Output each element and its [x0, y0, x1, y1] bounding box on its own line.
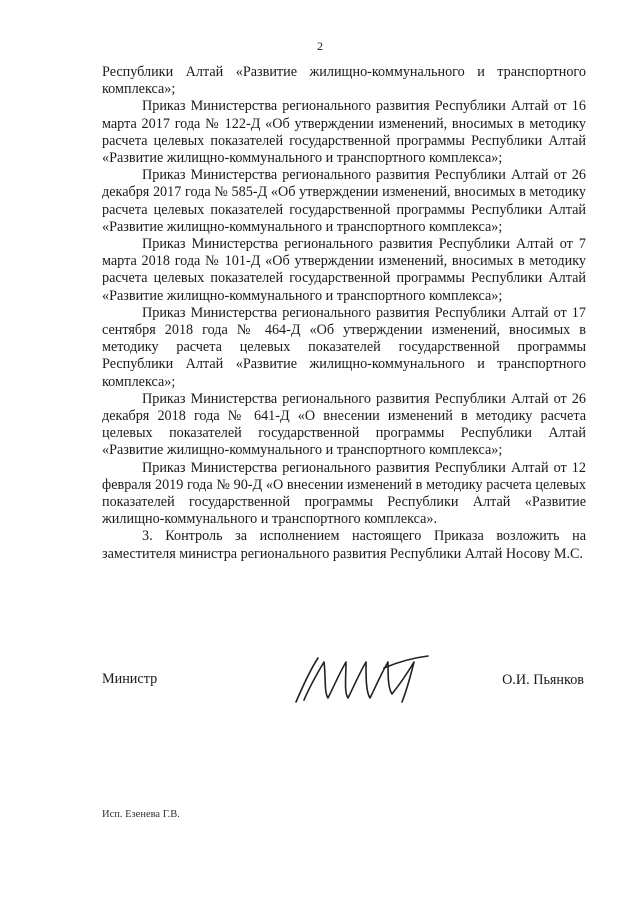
paragraph-control-clause: 3. Контроль за исполнением настоящего Приказа возложить на заместителя министра регионального развития Республики Алтай Носову М.С. — [102, 528, 586, 562]
page-number: 2 — [317, 39, 323, 53]
handwritten-signature — [288, 648, 438, 708]
executor-note: Исп. Езенева Г.В. — [102, 809, 180, 820]
paragraph-order-90d: Приказ Министерства регионального развития Республики Алтай от 12 февраля 2019 года № 90-Д «О внесении изменений в методику расчета целевых показателей государственной программы Республики Алтай «Развитие жилищно-коммунального и транспортного комплекса». — [102, 459, 586, 528]
signatory-name: О.И. Пьянков — [502, 672, 584, 688]
signatory-title: Министр — [102, 671, 158, 687]
document-body — [102, 64, 586, 563]
paragraph-continuation: Республики Алтай «Развитие жилищно-коммунального и транспортного комплекса»; — [102, 64, 586, 98]
paragraph-order-641d: Приказ Министерства регионального развития Республики Алтай от 26 декабря 2018 года № 641-Д «О внесении изменений в методику расчета целевых показателей государственной программы Республики Алтай «Развитие жилищно-коммунального и транспортного комплекса»; — [102, 390, 586, 459]
paragraph-order-122d: Приказ Министерства регионального развития Республики Алтай от 16 марта 2017 года № 122-Д «Об утверждении изменений, вносимых в методику расчета целевых показателей государственной программы Республики Алтай «Развитие жилищно-коммунального и транспортного комплекса»; — [102, 98, 586, 167]
paragraph-order-101d: Приказ Министерства регионального развития Республики Алтай от 7 марта 2018 года № 101-Д «Об утверждении изменений, вносимых в методику расчета целевых показателей государственной программы Республики Алтай «Развитие жилищно-коммунального и транспортного комплекса»; — [102, 236, 586, 304]
paragraph-order-585d: Приказ Министерства регионального развития Республики Алтай от 26 декабря 2017 года № 585-Д «Об утверждении изменений, вносимых в методику расчета целевых показателей государственной программы Республики Алтай «Развитие жилищно-коммунального и транспортного комплекса»; — [102, 167, 586, 235]
paragraph-order-464d: Приказ Министерства регионального развития Республики Алтай от 17 сентября 2018 года № 464-Д «Об утверждении изменений, вносимых в методику расчета целевых показателей государственной программы Республики Алтай «Развитие жилищно-коммунального и транспортного комплекса»; — [102, 304, 586, 390]
